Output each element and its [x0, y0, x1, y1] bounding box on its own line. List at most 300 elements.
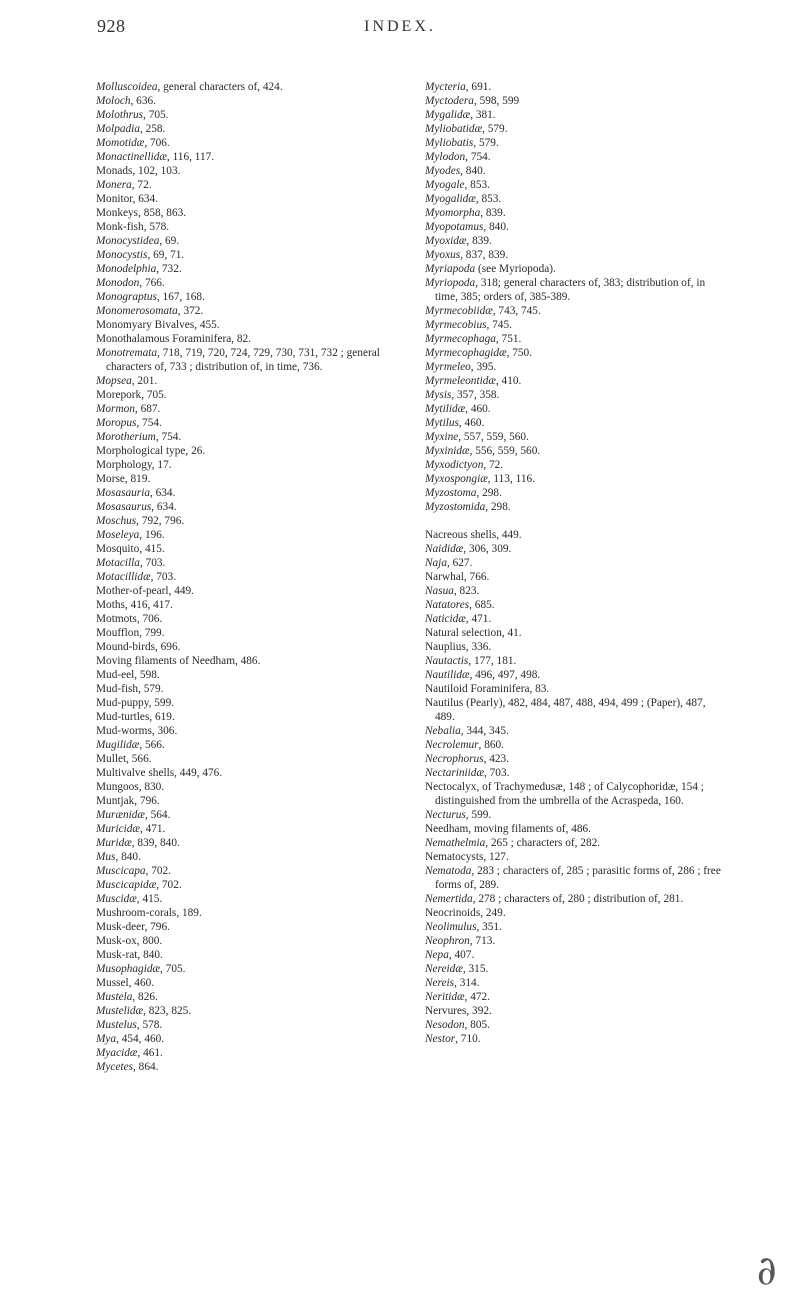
index-term: Multivalve: [96, 767, 146, 779]
index-term: Moschus: [96, 515, 137, 527]
index-term: Morse: [96, 473, 125, 485]
index-refs: , 460.: [465, 403, 491, 415]
index-entry: [96, 486, 381, 500]
index-entry: [96, 682, 381, 696]
index-entry: [425, 654, 725, 668]
index-entry: [425, 528, 725, 542]
index-term: Myodes: [425, 165, 461, 177]
index-entry: [96, 388, 381, 402]
index-entry: [96, 416, 381, 430]
index-entry: [96, 836, 381, 850]
index-refs: , 336.: [465, 641, 492, 653]
index-term: Myrmecophaga: [425, 333, 496, 345]
index-refs: , 461.: [137, 1047, 163, 1059]
index-entry: [425, 318, 725, 332]
index-entry: [96, 962, 381, 976]
index-term: Nauplius: [425, 641, 466, 653]
index-refs: , 839.: [466, 235, 492, 247]
index-term: Necrophorus: [425, 753, 484, 765]
index-term: Myrmecophagidæ: [425, 347, 507, 359]
index-entry: [96, 626, 381, 640]
index-entry: [96, 304, 381, 318]
index-term: Mussel: [96, 977, 129, 989]
index-refs: , 201.: [131, 375, 158, 387]
index-entry: [96, 752, 381, 766]
index-entry: [96, 710, 381, 724]
index-entry: [425, 766, 725, 780]
index-entry: [96, 94, 381, 108]
index-term: Mother-of-pearl: [96, 585, 169, 597]
section-gap: [425, 514, 725, 528]
index-term: Necrolemur: [425, 739, 479, 751]
index-refs: , of Trachymedusæ, 148 ; of Calycophoridæ, 154 ; distinguished from the umbrella of the Acraspeda, 160.: [435, 781, 704, 807]
index-entry: [425, 808, 725, 822]
index-entry: [96, 598, 381, 612]
index-refs: , 392.: [466, 1005, 492, 1017]
index-term: Myliobatis: [425, 137, 474, 149]
index-entry: [425, 724, 725, 738]
index-entry: [425, 822, 725, 836]
index-term: Myoxidæ: [425, 235, 467, 247]
index-entry: [96, 766, 381, 780]
index-refs: , 127.: [483, 851, 509, 863]
index-term: Myriopoda: [425, 277, 476, 289]
index-term: Mud-fish: [96, 683, 139, 695]
index-entry: [425, 486, 725, 500]
index-term: Mosasauria: [96, 487, 150, 499]
index-term: Myxinidæ: [425, 445, 470, 457]
index-term: Monodon: [96, 277, 140, 289]
index-entry: [425, 780, 725, 808]
index-entry: [96, 906, 381, 920]
index-term: Myogalidæ: [425, 193, 476, 205]
index-term: Molothrus: [96, 109, 144, 121]
index-term: Mycetes: [96, 1061, 134, 1073]
index-entry: [425, 122, 725, 136]
index-refs: type, 26.: [163, 445, 206, 457]
index-term: Monotremata: [96, 347, 158, 359]
index-entry: [96, 542, 381, 556]
index-refs: , 113, 116.: [487, 473, 535, 485]
index-entry: [425, 696, 725, 724]
index-entry: [425, 346, 725, 360]
index-entry: [96, 570, 381, 584]
index-refs: , 598.: [134, 669, 160, 681]
index-refs: , 840.: [115, 851, 141, 863]
index-entry: [425, 500, 725, 514]
index-refs: , 823.: [453, 585, 480, 597]
index-refs: , 830.: [138, 781, 165, 793]
index-refs: , 449.: [168, 585, 194, 597]
index-entry: [425, 262, 725, 276]
index-term: Mustela: [96, 991, 133, 1003]
index-entry: [425, 864, 725, 892]
index-term: Monocystidea: [96, 235, 160, 247]
index-refs: , 823, 825.: [143, 1005, 192, 1017]
index-refs: , 796.: [134, 795, 160, 807]
index-entry: [96, 458, 381, 472]
index-entry: [96, 136, 381, 150]
index-refs: , 196.: [139, 529, 165, 541]
index-entry: [96, 374, 381, 388]
index-refs: , 372.: [177, 305, 204, 317]
index-term: Morotherium: [96, 431, 156, 443]
index-term: Myzostoma: [425, 487, 477, 499]
index-entry: [96, 696, 381, 710]
index-refs: , 72.: [483, 459, 504, 471]
index-term: Monactinellidæ: [96, 151, 167, 163]
index-refs: , 858, 863.: [138, 207, 187, 219]
index-refs: , 415.: [136, 893, 163, 905]
index-refs: , 819.: [124, 473, 151, 485]
index-refs: , 705.: [143, 109, 169, 121]
index-refs: , 579.: [138, 683, 164, 695]
index-term: Muntjak: [96, 795, 135, 807]
index-term: Nesodon: [425, 1019, 465, 1031]
index-entry: [425, 570, 725, 584]
index-term: Mugilidæ: [96, 739, 140, 751]
index-entry: [425, 150, 725, 164]
index-term: Mud-eel: [96, 669, 135, 681]
index-entry: [96, 206, 381, 220]
index-term: Myriapoda: [425, 263, 476, 275]
index-entry: [425, 948, 725, 962]
index-term: Myxospongiæ: [425, 473, 488, 485]
index-term: Myliobatidæ: [425, 123, 483, 135]
index-entry: [425, 192, 725, 206]
index-entry: [425, 598, 725, 612]
index-refs: , 703.: [150, 571, 177, 583]
index-entry: [96, 514, 381, 528]
index-entry: [96, 1004, 381, 1018]
index-refs: , 839.: [480, 207, 506, 219]
index-term: Monomerosomata: [96, 305, 178, 317]
index-refs: (Pearly), 482, 484, 487, 488, 494, 499 ; (Paper), 487, 489.: [435, 697, 706, 723]
index-refs: , 840.: [137, 949, 163, 961]
index-refs: , 566.: [126, 753, 152, 765]
index-refs: , 598, 599: [473, 95, 520, 107]
index-entry: [96, 262, 381, 276]
index-term: Muridæ: [96, 837, 132, 849]
index-refs: Foraminifera, 83.: [467, 683, 550, 695]
index-refs: , 381.: [470, 109, 496, 121]
index-refs: , 840.: [460, 165, 486, 177]
index-entry: [425, 472, 725, 486]
index-refs: , 792, 796.: [136, 515, 185, 527]
index-refs: , 619.: [149, 711, 175, 723]
index-refs: , 799.: [139, 627, 165, 639]
index-refs: , 306, 309.: [463, 543, 512, 555]
index-entry: [425, 1004, 725, 1018]
index-refs: , 732.: [156, 263, 182, 275]
index-refs: , 800.: [136, 935, 163, 947]
index-term: Monkeys: [96, 207, 139, 219]
index-entry: [425, 738, 725, 752]
index-entry: [96, 612, 381, 626]
index-entry: [96, 892, 381, 906]
index-term: Myrmeleo: [425, 361, 471, 373]
index-refs: , 750.: [506, 347, 532, 359]
index-refs: , 314.: [454, 977, 480, 989]
index-refs: , 167, 168.: [156, 291, 205, 303]
index-entry: [96, 584, 381, 598]
index-term: Monocystis: [96, 249, 148, 261]
index-entry: [425, 906, 725, 920]
index-entry: [96, 878, 381, 892]
index-term: Molpadia: [96, 123, 140, 135]
index-term: Nereidæ: [425, 963, 463, 975]
index-refs: , 578.: [136, 1019, 163, 1031]
index-entry: [96, 1060, 381, 1074]
index-refs: , 703.: [484, 767, 510, 779]
index-term: Monomyary: [96, 319, 152, 331]
index-term: Myogale: [425, 179, 465, 191]
index-term: Myoxus: [425, 249, 461, 261]
index-refs: shells, 449, 476.: [145, 767, 223, 779]
index-refs: , 685.: [469, 599, 495, 611]
index-column-left: [96, 80, 381, 1074]
index-entry: [96, 220, 381, 234]
index-entry: [425, 976, 725, 990]
index-refs: , 278 ; characters of, 280 ; distribution of, 281.: [472, 893, 684, 905]
index-term: Monothalamous: [96, 333, 170, 345]
index-term: Nasua: [425, 585, 454, 597]
index-refs: , 344, 345.: [460, 725, 509, 737]
index-term: Monitor: [96, 193, 133, 205]
index-entry: [96, 850, 381, 864]
index-term: Myxine: [425, 431, 459, 443]
index-entry: [425, 920, 725, 934]
index-term: Muscicapa: [96, 865, 146, 877]
index-entry: [96, 1032, 381, 1046]
index-refs: , 472.: [464, 991, 490, 1003]
index-entry: [425, 542, 725, 556]
index-term: Myopotamus: [425, 221, 484, 233]
index-entry: [96, 864, 381, 878]
index-entry: [96, 948, 381, 962]
index-entry: [96, 738, 381, 752]
index-refs: , 743, 745.: [492, 305, 541, 317]
index-entry: [425, 94, 725, 108]
index-term: Musk-deer: [96, 921, 145, 933]
index-entry: [425, 612, 725, 626]
index-entry: [96, 276, 381, 290]
index-term: Morepork: [96, 389, 142, 401]
index-entry: [425, 402, 725, 416]
index-entry: [425, 962, 725, 976]
index-entry: [425, 220, 725, 234]
index-term: Monads: [96, 165, 133, 177]
index-term: Myzostomida: [425, 501, 486, 513]
index-refs: , 357, 358.: [451, 389, 500, 401]
index-refs: , 454, 460.: [116, 1033, 165, 1045]
index-entry: [96, 724, 381, 738]
index-term: Narwhal: [425, 571, 464, 583]
index-entry: [425, 360, 725, 374]
index-entry: [96, 178, 381, 192]
index-term: Naja: [425, 557, 447, 569]
index-refs: , 579.: [482, 123, 508, 135]
index-refs: , moving filaments of, 486.: [468, 823, 591, 835]
index-entry: [96, 472, 381, 486]
index-term: Mosasaurus: [96, 501, 152, 513]
index-entry: [425, 80, 725, 94]
index-refs: , 471.: [139, 823, 166, 835]
index-refs: , 751.: [495, 333, 522, 345]
index-refs: , 416, 417.: [124, 599, 173, 611]
index-refs: , 579.: [473, 137, 499, 149]
index-refs: , 705.: [160, 963, 186, 975]
index-entry: [425, 304, 725, 318]
index-refs: , 17.: [151, 459, 172, 471]
index-refs: , 702.: [145, 865, 171, 877]
index-refs: , 754.: [136, 417, 162, 429]
index-term: Nacreous: [425, 529, 468, 541]
index-entry: [425, 934, 725, 948]
index-refs: , 745.: [486, 319, 512, 331]
index-refs: , 754.: [155, 431, 182, 443]
index-entry: [96, 192, 381, 206]
index-entry: [96, 920, 381, 934]
index-term: Mushroom-corals: [96, 907, 177, 919]
index-term: Myrmecobius: [425, 319, 487, 331]
index-entry: [96, 500, 381, 514]
index-refs: , 687.: [134, 403, 161, 415]
index-term: Neophron: [425, 935, 470, 947]
index-term: Mungoos: [96, 781, 139, 793]
index-refs: , 460.: [458, 417, 485, 429]
index-entry: [96, 318, 381, 332]
index-term: Nepa: [425, 949, 449, 961]
index-refs: , 634.: [132, 193, 158, 205]
index-refs: , 696.: [155, 641, 181, 653]
index-refs: , 864.: [133, 1061, 159, 1073]
index-entry: [425, 108, 725, 122]
index-term: Necturus: [425, 809, 466, 821]
index-term: Nectocalyx: [425, 781, 477, 793]
index-refs: , 557, 559, 560.: [458, 431, 529, 443]
index-term: Nautilus: [425, 697, 464, 709]
index-term: Nautactis: [425, 655, 469, 667]
index-refs: , 826.: [132, 991, 158, 1003]
index-entry: [425, 430, 725, 444]
index-entry: [96, 332, 381, 346]
index-term: Nectariniidæ: [425, 767, 484, 779]
index-entry: [96, 668, 381, 682]
index-entry: [425, 388, 725, 402]
index-entry: [425, 164, 725, 178]
index-refs: Foraminifera, 82.: [169, 333, 252, 345]
index-refs: , 69.: [159, 235, 180, 247]
index-term: Myomorpha: [425, 207, 481, 219]
index-term: Mycteria: [425, 81, 466, 93]
index-entry: [96, 1018, 381, 1032]
index-refs: , 706.: [136, 613, 163, 625]
index-entry: [96, 150, 381, 164]
index-term: Mud-puppy: [96, 697, 149, 709]
index-term: Natural: [425, 627, 459, 639]
index-refs: , 710.: [455, 1033, 481, 1045]
index-refs: , 634.: [151, 501, 177, 513]
index-refs: , 702.: [156, 879, 182, 891]
index-term: Mustelus: [96, 1019, 137, 1031]
index-entry: [425, 248, 725, 262]
index-term: Nautilidæ: [425, 669, 470, 681]
index-refs: , 265 ; characters of, 282.: [485, 837, 601, 849]
index-term: Mytilus: [425, 417, 459, 429]
index-refs: , 351.: [476, 921, 502, 933]
index-term: Mud-turtles: [96, 711, 150, 723]
index-refs: , 860.: [478, 739, 504, 751]
index-term: Myxodictyon: [425, 459, 484, 471]
index-entry: [96, 976, 381, 990]
index-term: Molluscoidea: [96, 81, 158, 93]
index-term: Muscicapidæ: [96, 879, 157, 891]
index-entry: [425, 990, 725, 1004]
index-term: Mytilidæ: [425, 403, 466, 415]
index-term: Moloch: [96, 95, 131, 107]
index-term: Mound-birds: [96, 641, 155, 653]
index-entry: [96, 80, 381, 94]
index-refs: , 718, 719, 720, 724, 729, 730, 731, 732 ; general characters of, 733 ; distribution of, in time, 736.: [106, 347, 380, 373]
index-refs: , general characters of, 424.: [157, 81, 283, 93]
index-entry: [425, 444, 725, 458]
index-refs: , 705.: [141, 389, 167, 401]
index-refs: , 395.: [470, 361, 497, 373]
index-refs: , 627.: [446, 557, 473, 569]
index-term: Moths: [96, 599, 125, 611]
index-entry: [96, 290, 381, 304]
corner-pencil-mark: ∂: [752, 1246, 780, 1296]
index-term: Neritidæ: [425, 991, 465, 1003]
index-column-right: [425, 80, 725, 1046]
index-refs: , 636.: [130, 95, 156, 107]
index-entry: [96, 654, 381, 668]
index-refs: , 691.: [465, 81, 492, 93]
index-term: Myrmecobiidæ: [425, 305, 493, 317]
index-entry: [96, 528, 381, 542]
index-refs: , 599.: [465, 809, 492, 821]
index-entry: [96, 402, 381, 416]
index-refs: , 72.: [131, 179, 152, 191]
index-refs: , 298.: [485, 501, 511, 513]
index-refs: , 102, 103.: [132, 165, 181, 177]
index-refs: , 556, 559, 560.: [469, 445, 541, 457]
index-term: Monodelphia: [96, 263, 157, 275]
index-term: Nestor: [425, 1033, 456, 1045]
index-term: Musk-ox: [96, 935, 137, 947]
index-term: Moropus: [96, 417, 137, 429]
index-term: Mysis: [425, 389, 452, 401]
index-entry: [425, 458, 725, 472]
index-term: Needham: [425, 823, 469, 835]
index-term: Morphology: [96, 459, 152, 471]
index-entry: [425, 640, 725, 654]
index-entry: [425, 276, 725, 304]
index-entry: [425, 836, 725, 850]
index-term: Mya: [96, 1033, 117, 1045]
running-head: INDEX.: [364, 18, 436, 35]
index-refs: selection, 41.: [458, 627, 522, 639]
index-entry: [425, 1018, 725, 1032]
index-term: Muricidæ: [96, 823, 140, 835]
index-refs: , 796.: [144, 921, 170, 933]
index-refs: , 410.: [495, 375, 522, 387]
index-term: Nemertida: [425, 893, 473, 905]
index-refs: , 766.: [463, 571, 490, 583]
index-term: Nematoda: [425, 865, 472, 877]
index-entry: [425, 584, 725, 598]
